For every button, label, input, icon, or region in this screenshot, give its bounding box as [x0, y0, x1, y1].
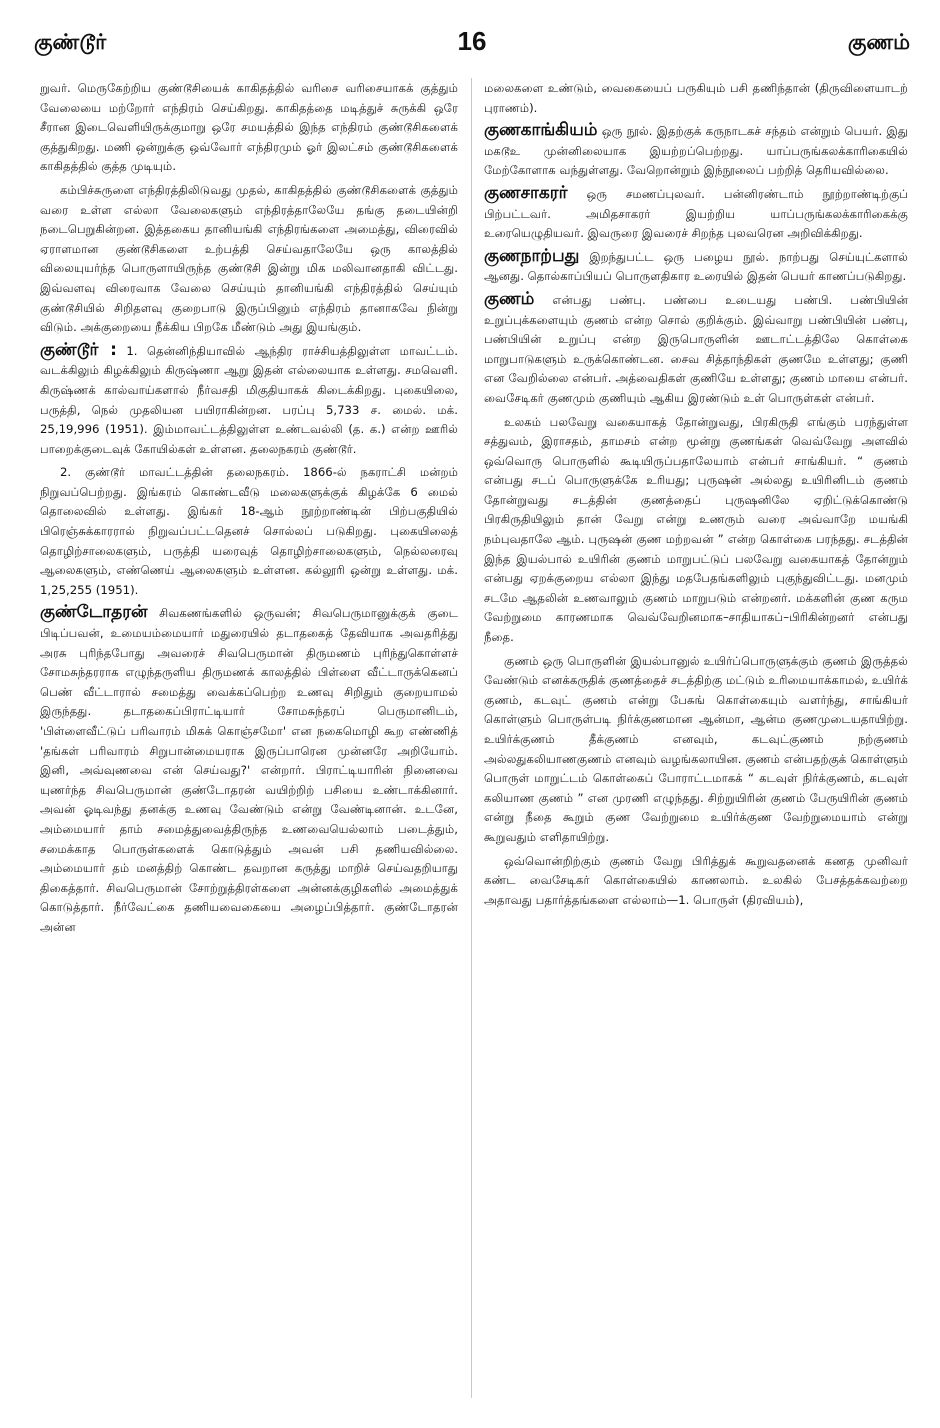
paragraph-text: உலகம் பலவேறு வகையாகத் தோன்றுவது, பிரகிருதி எங்கும் பரந்துள்ள சத்துவம், இராசதம், தாமசம் என்ற மூன்று குணங்கள் வெவ்வேறு அளவில் ஒவ்வொரு பொருளில் கூடியிருப்பதாலேயாம் என்பர் சாங்கியர். “ குணம் என்பது சடப் பொருளுக்கே உரியது; புருஷன் அல்லது உயிரினிடம் குணம் தோன்றுவது சடத்தின் குணத்தைப் புருஷனிலே ஏறிட்டுக்கொண்டு பிரகிருதியிலும் தான் வேறு என்று உணரும் வரை அவ்வாறே மயங்கி நம்புவதாலே ஆம். புருஷன் குண மற்றவன் ” என்ற கொள்கை பரந்தது. சடத்தின் இந்த இயல்பால் உயிரின் குணம் மாறுபட்டுப் பலவேறு வகையாகத் தோன்றும் என்பது ஏறக்குறைய எல்லா இந்து மதபேதங்களிலும் புகுந்துவிட்டது. மனமும் சடமே ஆதலின் உணவாலும் குணம் மாறுபடும் என்றனர். மக்களின் குண கரும வேற்றுமை காரணமாக வெவ்வேறினமாக–சாதியாகப்–பிரிகின்றனர் என்பது நீதை. [484, 414, 908, 645]
page-number: 16 [457, 26, 487, 56]
header-right-guideword: குணம் [847, 30, 910, 54]
entry-headword: குணகாங்கியம் [484, 120, 598, 141]
paragraph-text: ஒவ்வொன்றிற்கும் குணம் வேறு பிரித்துக் கூறுவதனைக் கணத முனிவர் கண்ட வைசேடிகர் கொள்கையில் காணலாம். உலகில் பேசத்தக்கவற்றை அதாவது பதார்த்தங்களை எல்லாம்—1. பொருள் (திரவியம்), [484, 853, 908, 907]
paragraph [484, 247, 908, 287]
paragraph [40, 180, 458, 338]
entry-headword: குண்டோதரன் [40, 602, 148, 623]
paragraph [484, 78, 908, 118]
paragraph [40, 341, 458, 460]
paragraph-text: மலைகளை உண்டும், வைகையைப் பருகியும் பசி தணிந்தான் (திருவிளையாடற் புராணம்). [484, 81, 908, 115]
left-column [40, 78, 458, 1398]
paragraph-text: றுவர். மெருகேற்றிய குண்டூசியைக் காகிதத்தில் வரிசை வரிசையாகக் குத்தும் வேலையை மற்றோர் எந்திரம் செய்கிறது. காகிதத்தை மடித்துச் சுருக்கி ஒரே சீரான இடைவெளியிருக்குமாறு ஒரே சமயத்தில் இந்த எந்திரம் குண்டூசிகளைக் குத்துகிறது. மணி ஒன்றுக்கு ஒவ்வோர் எந்திரமும் ஓர் இலட்சம் குண்டூசிகளைக் காகிதத்தில் குத்த முடியும். [40, 81, 458, 174]
paragraph-text: ஒரு நூல். இதற்குக் கருநாடகச் சந்தம் என்றும் பெயர். இது மகடூஉ முன்னிலையாக இயற்றப்பெற்றது. யாப்பருங்கலக்காரிகையில் மேற்கோளாக வந்துள்ளது. வேறொன்றும் இந்நூலைப் பற்றித் தெரியவில்லை. [484, 124, 908, 178]
paragraph [484, 290, 908, 409]
paragraph [484, 651, 908, 848]
paragraph-text: 2. குண்டூர் மாவட்டத்தின் தலைநகரம். 1866-ல் நகராட்சி மன்றம் நிறுவப்பெற்றது. இங்கரம் கொண்டவீடு மலைகளுக்குக் கிழக்கே 6 மைல் தொலைவில் உள்ளது. இங்கர் 18-ஆம் நூற்றாண்டின் பிற்பகுதியில் பிரெஞ்சுக்காரரால் நிறுவப்பட்டதெனச் சொல்லப் படுகிறது. புகையிலைத் தொழிற்சாலைகளும், பருத்தி யரைவுத் தொழிற்சாலைகளும், நெல்லரைவு ஆலைகளும், எண்ணெய் ஆலைகளும் உள்ளன. கல்லூரி ஒன்று உள்ளது. மக். 1,25,255 (1951). [40, 465, 458, 597]
right-column [484, 78, 908, 1398]
entry-headword: குணம் [484, 288, 535, 309]
paragraph [484, 184, 908, 244]
entry-headword: குணசாகரர் [484, 182, 568, 203]
header-left-guideword: குண்டூர் [34, 30, 107, 54]
paragraph [484, 851, 908, 911]
entry-headword: குண்டூர் : [40, 339, 117, 360]
paragraph-text: சிவகணங்களில் ஒருவன்; சிவபெருமானுக்குக் குடை பிடிப்பவன், உமையம்மையார் மதுரையில் தடாதகைத் தேவியாக அவதரித்து அரசு புரிந்தபோது அவரைச் சிவபெருமான் திருமணம் புரிந்துகொள்ளச் சோமசுந்தரராக எழுந்தருளிய திருமணக் காலத்தில் பிள்ளை வீட்டாருக்கெனப் பெண் வீட்டாரால் சமைத்து வைக்கப்பெற்ற உணவு சிறிதும் குறையாமல் இருந்தது. தடாதகைப்பிராட்டியார் சோமசுந்தரப் பெருமானிடம், 'பிள்ளைவீட்டுப் பரிவாரம் மிகக் கொஞ்சமோ' என நகைமொழி கூற எண்ணித் 'தங்கள் பரிவாரம் சிறுபான்மையராக இருப்பாரென முன்னரே அறியோம். இனி, அவ்வுணவை என் செய்வது?' என்றார். பிராட்டியாரின் நினைவை யுணர்ந்த சிவபெருமான் குண்டோதரன் வயிற்றிற் பசியை உண்டாக்கினார். அவன் ஓடிவந்து தனக்கு உணவு வேண்டும் என்று வேண்டினான். உடனே, அம்மையார் தாம் சமைத்துவைத்திருந்த உணவையெல்லாம் படைத்தும், சமைக்காத பொருள்களைக் கொடுத்தும் அவன் பசி தணியவில்லை. அம்மையார் தம் மனத்திற் கொண்ட தவறான கருத்து மாறிச் செய்வதறியாது திகைத்தார். சிவபெருமான் சோற்றுத்திரள்களை அன்னக்குழிகளில் அமைத்துக் கொடுத்தார். நீர்வேட்கை தணியவைகையை அழைப்பித்தார். குண்டோதரன் அன்ன [40, 606, 458, 934]
paragraph-text: இறந்துபட்ட ஒரு பழைய நூல். நாற்பது செய்யுட்களால் ஆனது. தொல்காப்பியப் பொருளதிகார உரையில் இதன் பெயர் காணப்படுகிறது. [484, 249, 908, 284]
paragraph-text: குணம் ஒரு பொருளின் இயல்பானுல் உயிர்ப்பொருளுக்கும் குணம் இருத்தல் வேண்டும் எனக்கருதிக் குணத்தைச் சடத்திற்கு மட்டும் உரிமையாக்காமல், உயிர்க் குணம், கடவுட் குணம் என்று பேசுங் கொள்கையும் வளர்ந்து, சாங்கியர் கொள்ளும் பொருள்படி நிர்க்குணமான ஆன்மா, ஆன்ம குணமுடையதாயிற்று. உயிர்க்குணம் தீக்குணம் எனவும், கடவுட்குணம் நற்குணம் அல்லதுகலியாணகுணம் எனவும் வழங்கலாயின. குணம் என்பதற்குக் கொள்ளும் பொருள் மாறுட்டம் கொள்கைப் போராட்டமாகக் “ கடவுள் நிர்க்குணம், கடவுள் கலியாண குணம் ” என முரணி எழுந்தது. சிற்றுயிரின் குணம் பேருயிரின் குணம் என்று நீதை கூறும் குண வேற்றுமை உயிர்க்குண வேற்றுமையாம் என்று கூறுவதும் எளிதாயிற்று. [484, 653, 908, 844]
paragraph-text: ஒரு சமணப்புலவர். பன்னிரண்டாம் நூற்றாண்டிற்குப் பிற்பட்டவர். அமிதசாகரர் இயற்றிய யாப்பருங்கலக்காரிகைக்கு உரையெழுதியவர். இவருரை இவரைச் சிறந்த புலவரென அறிவிக்கிறது. [484, 186, 908, 241]
paragraph [40, 462, 458, 600]
page-header [34, 26, 910, 68]
paragraph [484, 121, 908, 181]
paragraph [40, 78, 458, 177]
paragraph [484, 412, 908, 648]
paragraph [40, 603, 458, 937]
entry-headword: குணநாற்பது [484, 245, 580, 266]
paragraph-text: கம்பிச்சுருளை எந்திரத்திலிடுவது முதல், காகிதத்தில் குண்டூசிகளைக் குத்தும் வரை உள்ள எல்லா வேலைகளும் எந்திரத்தாலேயே தங்கு தடையின்றி நடைபெறுகின்றன. இத்தகைய தானியங்கி எந்திரங்களை அமைத்து, விரைவில் ஏராளமான குண்டூசிகளை உற்பத்தி செய்வதாலேயே ஒரு காலத்தில் விலையுயர்ந்த பொருளாயிருந்த குண்டூசி இன்று மிக மலிவானதாகி விட்டது. இவ்வளவு விரைவாக வேலை செய்யும் தானியங்கி எந்திரத்தில் செய்யும் குண்டூசியில் சிறிதளவு குறைபாடு இருப்பினும் எந்திரம் தானாகவே நின்று விடும். அக்குறையை நீக்கிய பிறகே மீண்டும் அது இயங்கும். [40, 182, 458, 335]
column-divider [471, 78, 472, 1398]
paragraph-text: என்பது பண்பு. பண்பை உடையது பண்பி. பண்பியின் உறுப்புக்களையும் குணம் என்ற சொல் குறிக்கும். இவ்வாறு பண்பியின் பண்பு, பண்பியின் உறுப்பு என்ற இருபொருளின் ஊடாட்டத்திலே கொள்கை மாறுபாடுகளும் உருக்கொண்டன. சைவ சித்தாந்திகள் குணமே உள்ளது; குணி என வேறில்லை என்பர். அத்வைதிகள் குணியே உள்ளது; குணம் மாயை என்பர். வைசேடிகர் குணமும் குணியும் ஆகிய இரண்டும் உள் பொருள்கள் என்பர். [484, 292, 908, 405]
paragraph-text: 1. தென்னிந்தியாவில் ஆந்திர ராச்சியத்திலுள்ள மாவட்டம். வடக்கிலும் கிழக்கிலும் கிருஷ்ணா ஆறு இதன் எல்லையாக உள்ளது. சமவெளி. கிருஷ்ணக் கால்வாய்களால் நீர்வசதி மிகுதியாகக் கிடைக்கிறது. புகையிலை, பருத்தி, நெல் முதலியன பயிராகின்றன. பரப்பு 5,733 ச. மைல். மக். 25,19,996 (1951). இம்மாவட்டத்திலுள்ள உண்டவல்லி (த. க.) என்ற ஊரில் பாறைக்குடைவுக் கோயில்கள் உள்ளன. தலைநகரம் குண்டூர். [40, 343, 458, 456]
